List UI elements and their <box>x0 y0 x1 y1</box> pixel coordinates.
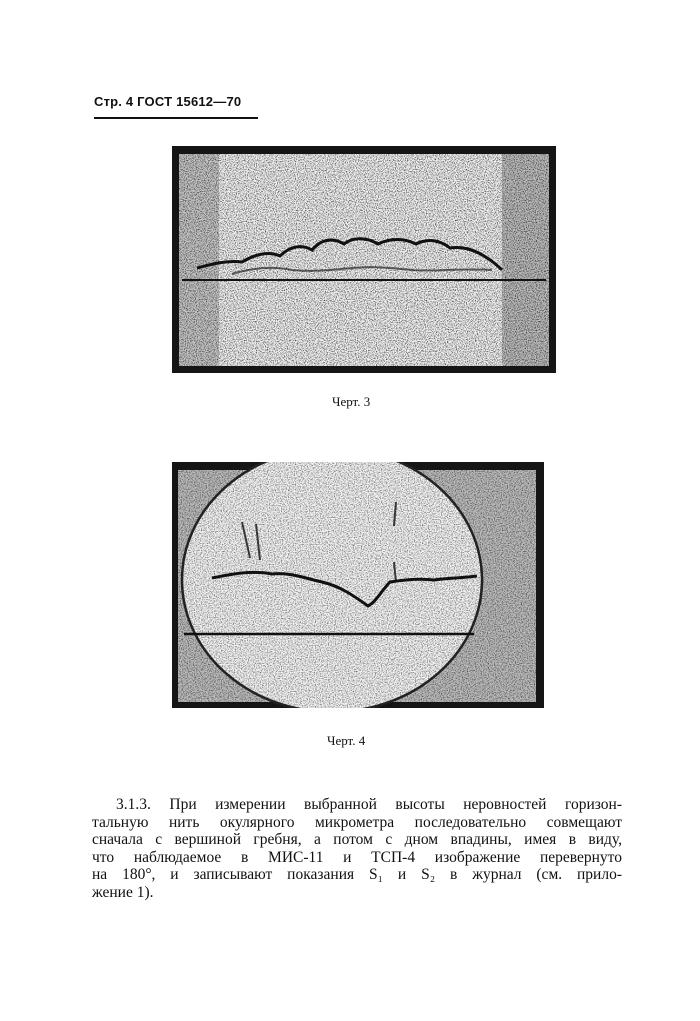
paragraph-line: что наблюдаемое в МИС-11 и ТСП-4 изображение перевернуто <box>92 848 622 866</box>
figure-4-caption: Черт. 4 <box>327 733 366 748</box>
figure-3-photo <box>172 146 556 373</box>
paragraph-line: жение 1). <box>92 883 154 901</box>
paragraph-line: 3.1.3. При измерении выбранной высоты неровностей горизон- <box>116 796 622 813</box>
running-head: Стр. 4 ГОСТ 15612—70 <box>94 94 242 109</box>
figure-3-caption: Черт. 3 <box>332 394 371 409</box>
figure-4-photo <box>172 462 544 708</box>
paragraph-line: сначала с вершиной гребня, а потом с дном впадины, имея в виду, <box>92 831 622 849</box>
paragraph-line: тальную нить окулярного микрометра последовательно совмещают <box>92 813 622 831</box>
paragraph-3-1-3 <box>92 796 622 902</box>
header-rule <box>94 117 258 119</box>
paragraph-line: на 180°, и записывают показания S₁ и S₂ в журнал (см. прило- <box>92 866 622 884</box>
